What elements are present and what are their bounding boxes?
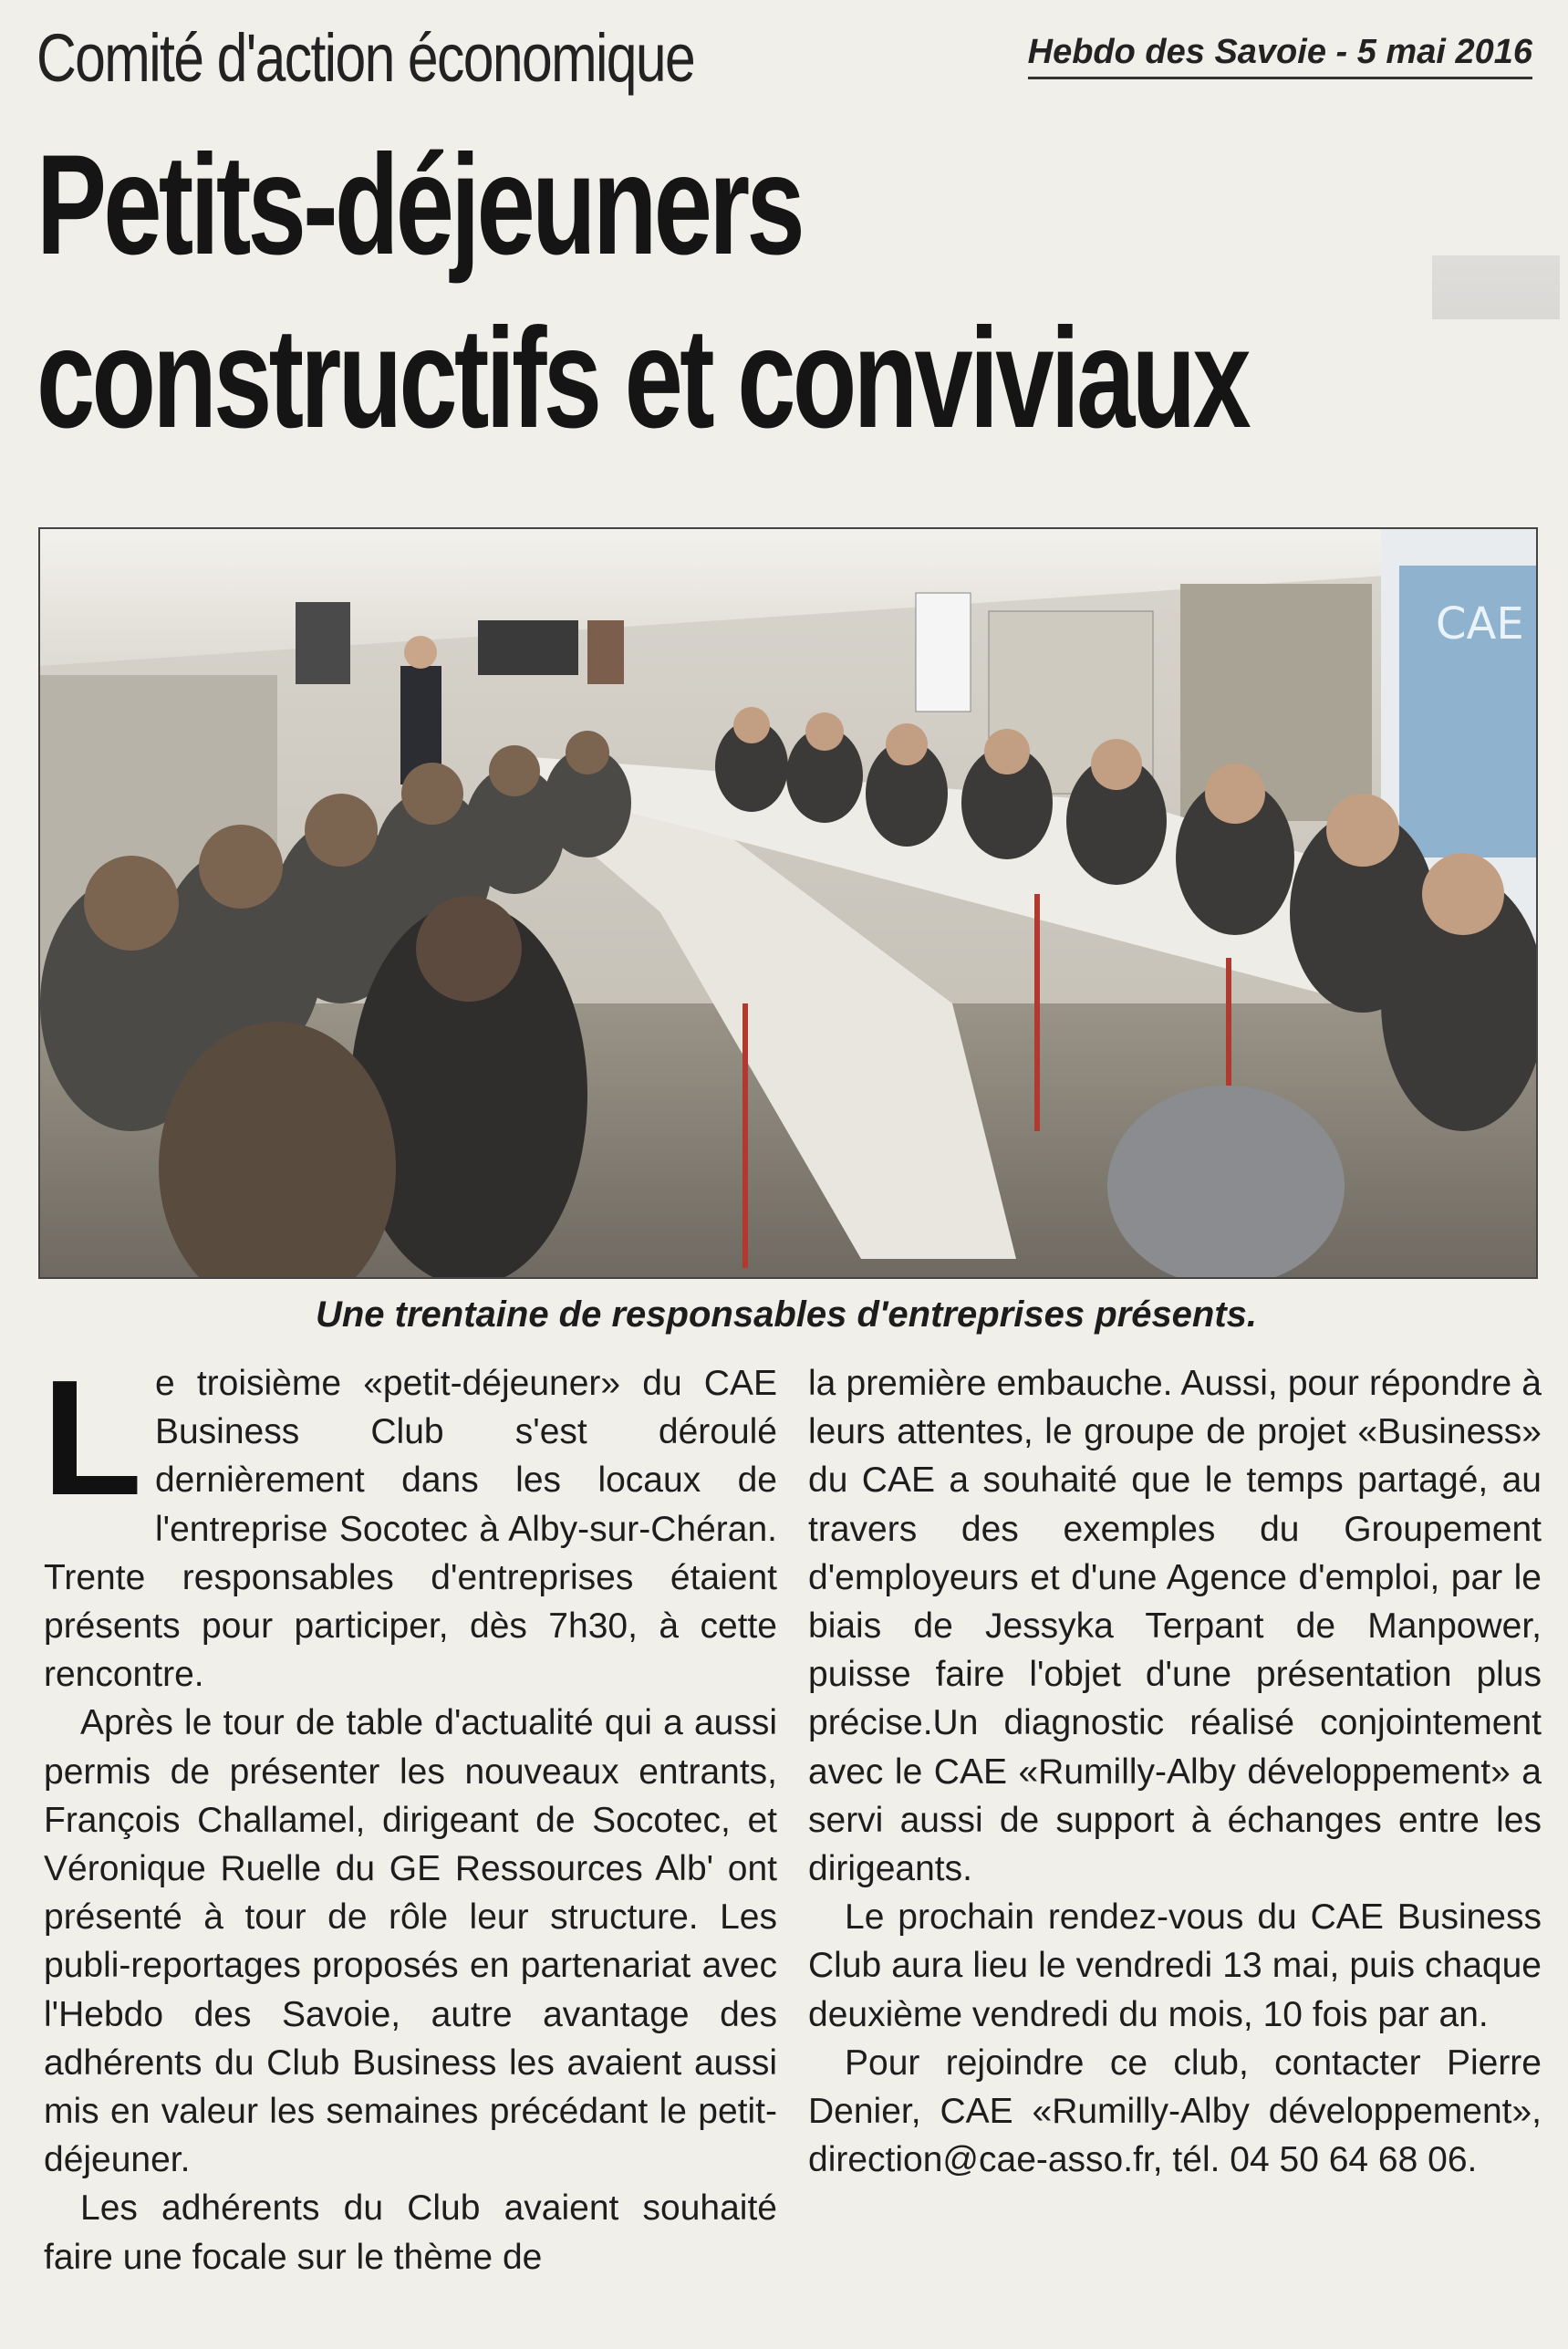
article-paragraph-3-continued-text: la première embauche. Aussi, pour répondre à leurs attentes, le groupe de projet «Business» du CAE a souhaité que le temps partagé, au travers des exemples du Groupement d'employeurs et d'une Agence d'emploi, par le biais de Jessyka Terpant de Manpower, puisse faire l'objet d'une présentation plus précise.Un diagnostic réalisé conjointement avec le CAE «Rumilly-Alby développement» a servi aussi de support à échanges entre les dirigeants. xyxy=(808,1364,1542,1889)
article-paragraph-3-text: Les adhérents du Club avaient souhaité faire une focale sur le thème de xyxy=(44,2188,777,2277)
article-paragraph-1 xyxy=(42,1346,777,1699)
article-paragraph-1-text: e troisième «petit-déjeuner» du CAE Business Club s'est déroulé dernièrement dans les locaux de l'entreprise Socotec à Alby-sur-Chéran. Trente responsables d'entreprises étaient présents pour participer, dès 7h30, à cette rencontre. xyxy=(44,1364,777,1695)
publication-source: Hebdo des Savoie - 5 mai 2016 xyxy=(1028,29,1532,79)
drop-cap: L xyxy=(42,1346,142,1530)
article-paragraph-3 xyxy=(44,2184,777,2281)
article-paragraph-5: Pour rejoindre ce club, contacter Pierre Denier, CAE «Rumilly-Alby développement», direction@cae-asso.fr, tél. 04 50 64 68 06. xyxy=(808,2042,1542,2180)
banner-text-icon: CAE xyxy=(1436,598,1524,650)
article-paragraph-4: Le prochain rendez-vous du CAE Business Club aura lieu le vendredi 13 mai, puis chaque deuxième vendredi du mois, 10 fois par an. xyxy=(808,1897,1542,2034)
article-column-left xyxy=(42,1346,777,2281)
header-row xyxy=(36,16,1532,100)
photo-caption: Une trentaine de responsables d'entreprises présents. xyxy=(315,1294,1258,1335)
headline-line-2: constructifs et conviviaux xyxy=(36,299,1248,458)
meeting-photo-illustration xyxy=(40,529,1536,1277)
headline xyxy=(36,119,1532,465)
article-column-right xyxy=(808,1359,1542,2184)
meeting-photo xyxy=(38,527,1538,1279)
section-title: Comité d'action économique xyxy=(36,20,695,96)
article-paragraph-3-continued xyxy=(808,1359,1542,1893)
headline-line-1: Petits-déjeuners xyxy=(36,126,802,285)
article-paragraph-2: Après le tour de table d'actualité qui a aussi permis de présenter les nouveaux entrants, François Challamel, dirigeant de Socotec, et Véronique Ruelle du GE Ressources Alb' ont présenté à tour de rôle leur structure. Les publi-reportages proposés en partenariat avec l'Hebdo des Savoie, autre avantage des adhérents du Club Business les avaient aussi mis en valeur les semaines précédant le petit-déjeuner. xyxy=(44,1703,777,2180)
